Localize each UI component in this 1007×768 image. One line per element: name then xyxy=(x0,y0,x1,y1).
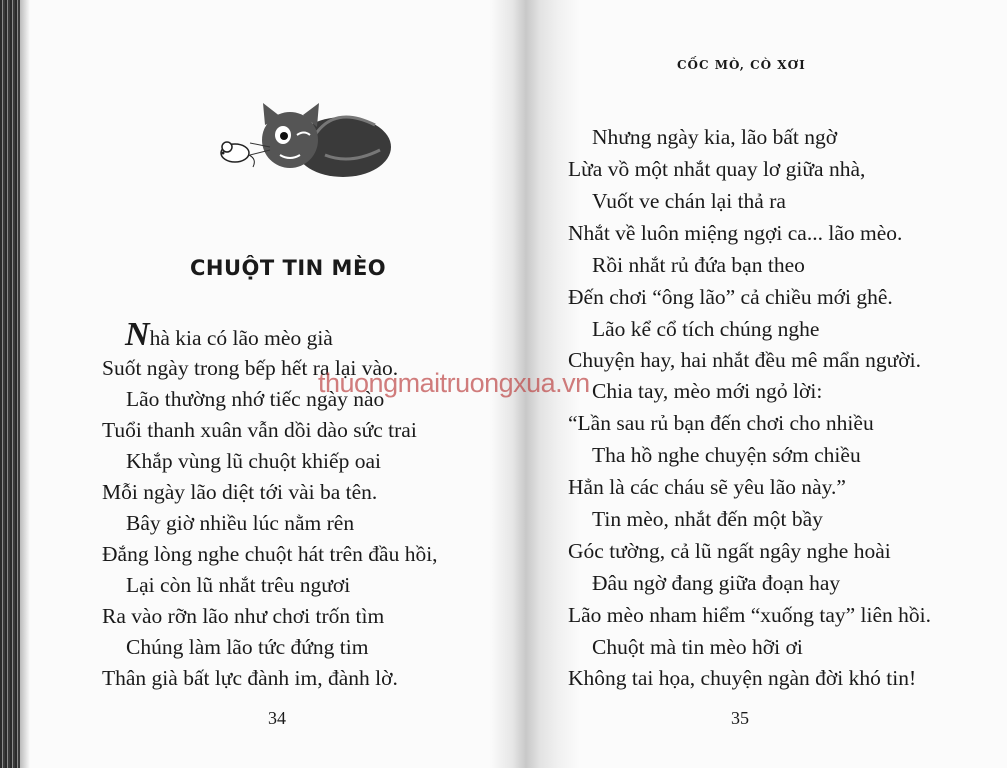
poem-line: Thân già bất lực đành im, đành lờ. xyxy=(102,666,398,690)
poem-line: Đến chơi “ông lão” cả chiều mới ghê. xyxy=(568,285,893,309)
poem-line: Chúng làm lão tức đứng tim xyxy=(126,635,369,659)
cat-and-mouse-illustration xyxy=(215,95,395,185)
poem-line: Bây giờ nhiều lúc nằm rên xyxy=(126,511,355,535)
poem-line: Vuốt ve chán lại thả ra xyxy=(592,189,786,213)
poem-line: Nhưng ngày kia, lão bất ngờ xyxy=(592,125,838,149)
poem-line: Tin mèo, nhắt đến một bầy xyxy=(592,507,823,531)
book-page-edges xyxy=(0,0,20,768)
running-header: CỐC MÒ, CÒ XƠI xyxy=(677,58,806,72)
page-number: 35 xyxy=(731,708,749,728)
poem-line xyxy=(125,318,333,352)
poem-line: “Lần sau rủ bạn đến chơi cho nhiều xyxy=(568,411,874,435)
poem-line: Hẳn là các cháu sẽ yêu lão này.” xyxy=(568,475,846,499)
drop-cap: N xyxy=(125,316,150,353)
poem-line: Chia tay, mèo mới ngỏ lời: xyxy=(592,379,823,403)
poem-line: Lão mèo nham hiểm “xuống tay” liên hồi. xyxy=(568,603,932,627)
poem-line: Không tai họa, chuyện ngàn đời khó tin! xyxy=(568,666,917,690)
poem-line: Lại còn lũ nhắt trêu ngươi xyxy=(126,573,351,597)
poem-line: Lão thường nhớ tiếc ngày nào xyxy=(126,387,385,411)
poem-line: Chuyện hay, hai nhắt đều mê mẩn người. xyxy=(568,348,922,372)
poem-line: Chuột mà tin mèo hỡi ơi xyxy=(592,635,803,659)
right-page xyxy=(520,0,1007,768)
poem-line: Đâu ngờ đang giữa đoạn hay xyxy=(592,571,841,595)
poem-line: Góc tường, cả lũ ngất ngây nghe hoài xyxy=(568,539,891,563)
page-number: 34 xyxy=(268,708,286,728)
poem-line: Nhắt về luôn miệng ngợi ca... lão mèo. xyxy=(568,221,903,245)
poem-line: Khắp vùng lũ chuột khiếp oai xyxy=(126,449,381,473)
poem-line: Ra vào rỡn lão như chơi trốn tìm xyxy=(102,604,385,628)
poem-line: Lão kể cổ tích chúng nghe xyxy=(592,317,820,341)
poem-line: Lừa vồ một nhắt quay lơ giữa nhà, xyxy=(568,157,866,181)
poem-line: Mỗi ngày lão diệt tới vài ba tên. xyxy=(102,480,378,504)
poem-line: Tuổi thanh xuân vẫn dồi dào sức trai xyxy=(102,418,417,442)
poem-line: Đắng lòng nghe chuột hát trên đầu hồi, xyxy=(102,542,438,566)
poem-line-text: hà kia có lão mèo già xyxy=(149,326,333,350)
poem-title: CHUỘT TIN MÈO xyxy=(190,256,387,280)
poem-line: Rồi nhắt rủ đứa bạn theo xyxy=(592,253,805,277)
poem-line: Tha hồ nghe chuyện sớm chiều xyxy=(592,443,861,467)
poem-line: Suốt ngày trong bếp hết ra lại vào. xyxy=(102,356,399,380)
watermark: thuongmaitruongxua.vn xyxy=(318,368,590,398)
